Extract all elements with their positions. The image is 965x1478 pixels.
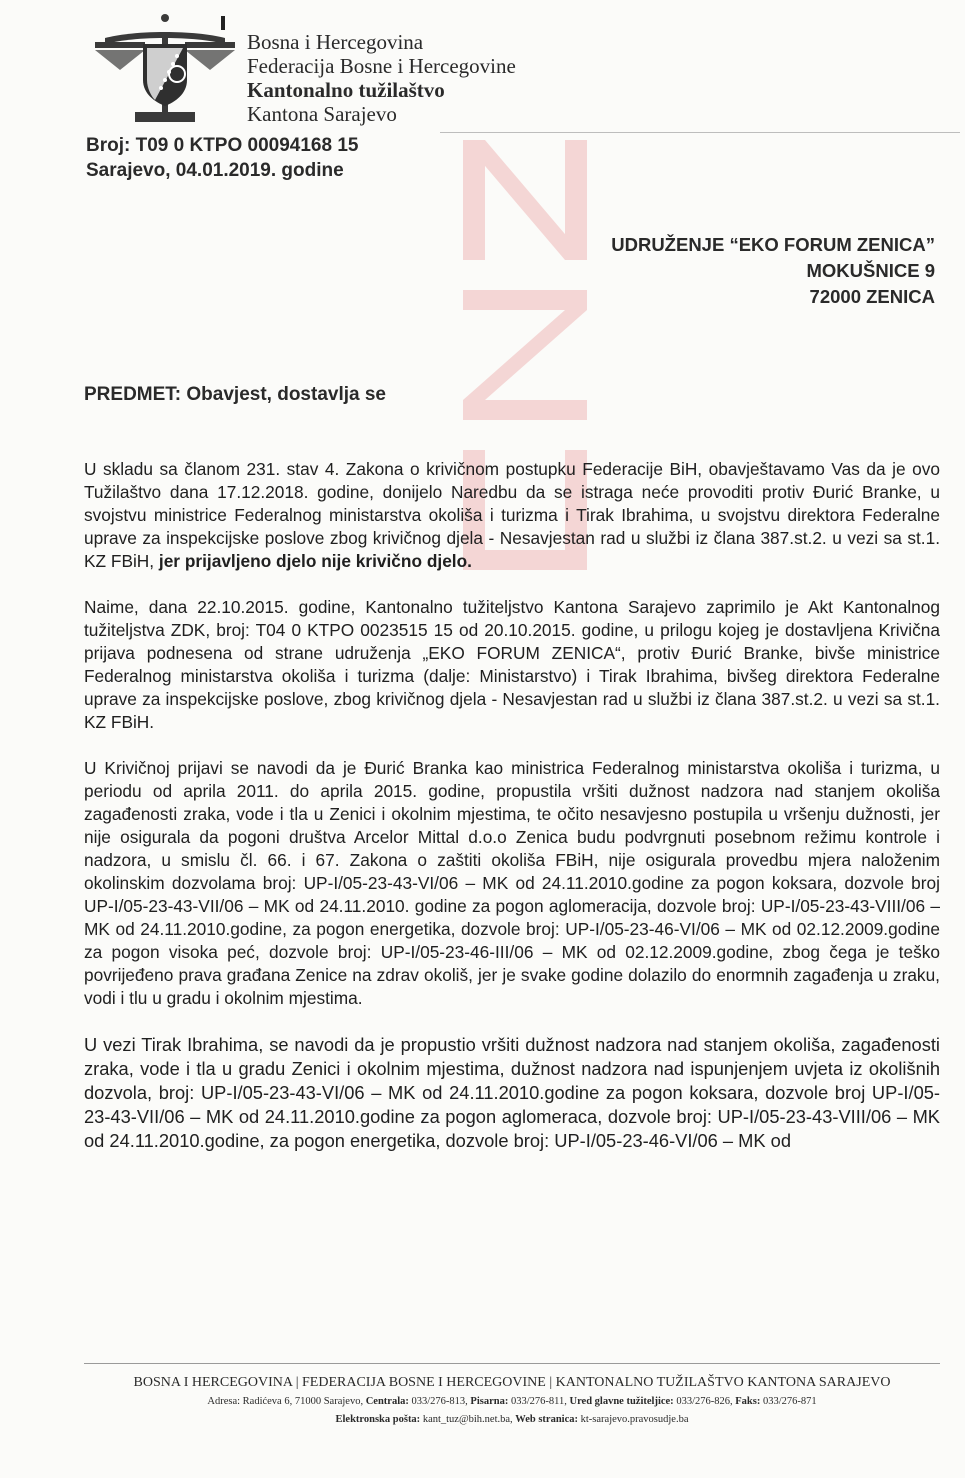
recipient-address: [611, 232, 935, 310]
footer-institution: BOSNA I HERCEGOVINA | FEDERACIJA BOSNE I HERCEGOVINE | KANTONALNO TUŽILAŠTVO KANTONA SARAJEVO: [133, 1375, 891, 1390]
footer-office-label: Ured glavne tužiteljice:: [569, 1396, 674, 1407]
letterhead: [95, 8, 955, 133]
footer-web: kt-sarajevo.pravosudje.ba: [578, 1414, 689, 1425]
recipient-name: UDRUŽENJE “EKO FORUM ZENICA”: [611, 234, 935, 255]
reference-date: Sarajevo, 04.01.2019. godine: [86, 160, 344, 181]
recipient-city: 72000 ZENICA: [809, 286, 935, 307]
footer-web-label: Web stranica:: [515, 1414, 578, 1425]
paragraph-decision-text: U skladu sa članom 231. stav 4. Zakona o krivičnom postupku Federacije BiH, obavještavamo Vas da je ovo Tužilaštvo dana 17.12.2018. godine, donijelo Naredbu da se istraga neće provoditi protiv Đurić Branke, u svojstvu ministrice Federalnog ministarstva okoliša i turizma i Tirak Ibrahima, u svojstvu direktora Federalne uprave za inspekcijske poslove zbog krivičnog djela - Nesavjestan rad u službi iz člana 387.st.2. u vezi sa st.1. KZ FBiH,: [84, 459, 940, 571]
institution-line-office: Kantonalno tužilaštvo: [247, 78, 445, 102]
institution-name: [247, 30, 516, 126]
footer-address-label: Adresa:: [207, 1396, 241, 1407]
footer-email-label: Elektronska pošta:: [335, 1414, 421, 1425]
footer-fax-label: Faks:: [735, 1396, 761, 1407]
letter-footer: [84, 1373, 940, 1429]
footer-office: 033/276-826,: [673, 1396, 736, 1407]
reference-number: Broj: T09 0 KTPO 00094168 15: [86, 135, 359, 156]
paragraph-decision-emphasis: jer prijavljeno djelo nije krivično djelo.: [158, 551, 472, 571]
footer-divider: [84, 1363, 940, 1364]
institution-line-country: Bosna i Hercegovina: [247, 30, 424, 54]
footer-address: Radićeva 6, 71000 Sarajevo,: [240, 1396, 366, 1407]
institution-line-canton: Kantona Sarajevo: [247, 102, 397, 126]
footer-registry: 033/276-811,: [508, 1396, 570, 1407]
footer-online: [84, 1411, 940, 1429]
subject-line: PREDMET: Obavjest, dostavlja se: [84, 384, 386, 405]
institution-line-federation: Federacija Bosne i Hercegovine: [247, 54, 516, 78]
footer-registry-label: Pisarna:: [470, 1396, 509, 1407]
header-divider: [440, 132, 960, 133]
footer-central-label: Centrala:: [365, 1396, 409, 1407]
footer-email: kant_tuz@bih.net.ba,: [420, 1414, 516, 1425]
coat-of-arms-scales-icon: [95, 8, 235, 128]
footer-contacts: [84, 1393, 940, 1411]
recipient-street: MOKUŠNICE 9: [806, 260, 935, 281]
footer-fax: 033/276-871: [760, 1396, 817, 1407]
paragraph-allegation-director: U vezi Tirak Ibrahima, se navodi da je propustio vršiti dužnost nadzora nad stanjem okoliša, zagađenosti zraka, vode i tla u gradu Zenici i okolnim mjestima, dužnost nadzora nad ispunjenjem uvjeta iz okolišnih dozvola, broj: UP-I/05-23-43-VI/06 – MK od 24.11.2010.godine za pogon koksara, dozvole broj UP-I/05-23-43-VII/06 – MK od 24.11.2010.godine za pogon aglomeraca, dozvole broj: UP-I/05-23-43-VIII/06 – MK od 24.11.2010.godine, za pogon energetika, dozvole broj: UP-I/05-23-46-VI/06 – MK od: [84, 1034, 940, 1151]
paragraph-decision: [84, 458, 940, 573]
reference-block: [86, 133, 358, 183]
letter-body: [84, 458, 940, 1153]
footer-central: 033/276-813,: [408, 1396, 471, 1407]
paragraph-background: Naime, dana 22.10.2015. godine, Kantonalno tužiteljstvo Kantona Sarajevo zaprimilo je Akt Kantonalnog tužiteljstva ZDK, broj: T04 0 KTPO 0023515 15 od 20.10.2015. godine, u prilogu kojeg je dostavljena Krivična prijava podnesena od strane udruženja „EKO FORUM ZENICA“, protiv Đurić Branke, bivše ministrice Federalnog ministarstva okoliša i turizma (dalje: Ministarstvo) i Tirak Ibrahima, bivšeg direktora Federalne uprave za inspekcijske poslove, zbog krivičnog djela - Nesavjestan rad u službi iz člana 387.st.2. u vezi sa st.1. KZ FBiH.: [84, 597, 940, 732]
paragraph-allegation-minister: U Krivičnoj prijavi se navodi da je Đurić Branka kao ministrica Federalnog ministarstva okoliša i turizma, u periodu od aprila 2011. do aprila 2015. godine, propustila vršiti dužnost nadzora nad stanjem okoliša zagađenosti zraka, vode i tla u Zenici i okolnim mjestima, te očito nesavjesno postupila u vršenju dužnosti, jer nije osigurala da pogoni društva Arcelor Mittal d.o.o Zenica budu podvrgnuti posebnom režimu kontrole i nadzora, u smislu čl. 66. i 67. Zakona o zaštiti okoliša FBiH, nije osigurala provedbu mjera naloženim okolinskim dozvolama broj: UP-I/05-23-43-VI/06 – MK od 24.11.2010.godine za pogon koksara, dozvole broj UP-I/05-23-43-VII/06 – MK od 24.11.2010. godine za pogon aglomeracija, dozvole broj: UP-I/05-23-43-VIII/06 – MK od 24.11.2010.godine, za pogon energetika, dozvole broj: UP-I/05-23-46-VI/06 – MK od 02.12.2009.godine za pogon visoka peć, dozvole broj: UP-I/05-23-46-III/06 – MK od 02.12.2009.godine, zbog čega je teško povrijeđeno prava građana Zenice na zdrav okoliš, jer je svake godine dolazilo do enormnih zagađenja u zraku, vodi i tlu u gradu i okolnim mjestima.: [84, 758, 940, 1008]
